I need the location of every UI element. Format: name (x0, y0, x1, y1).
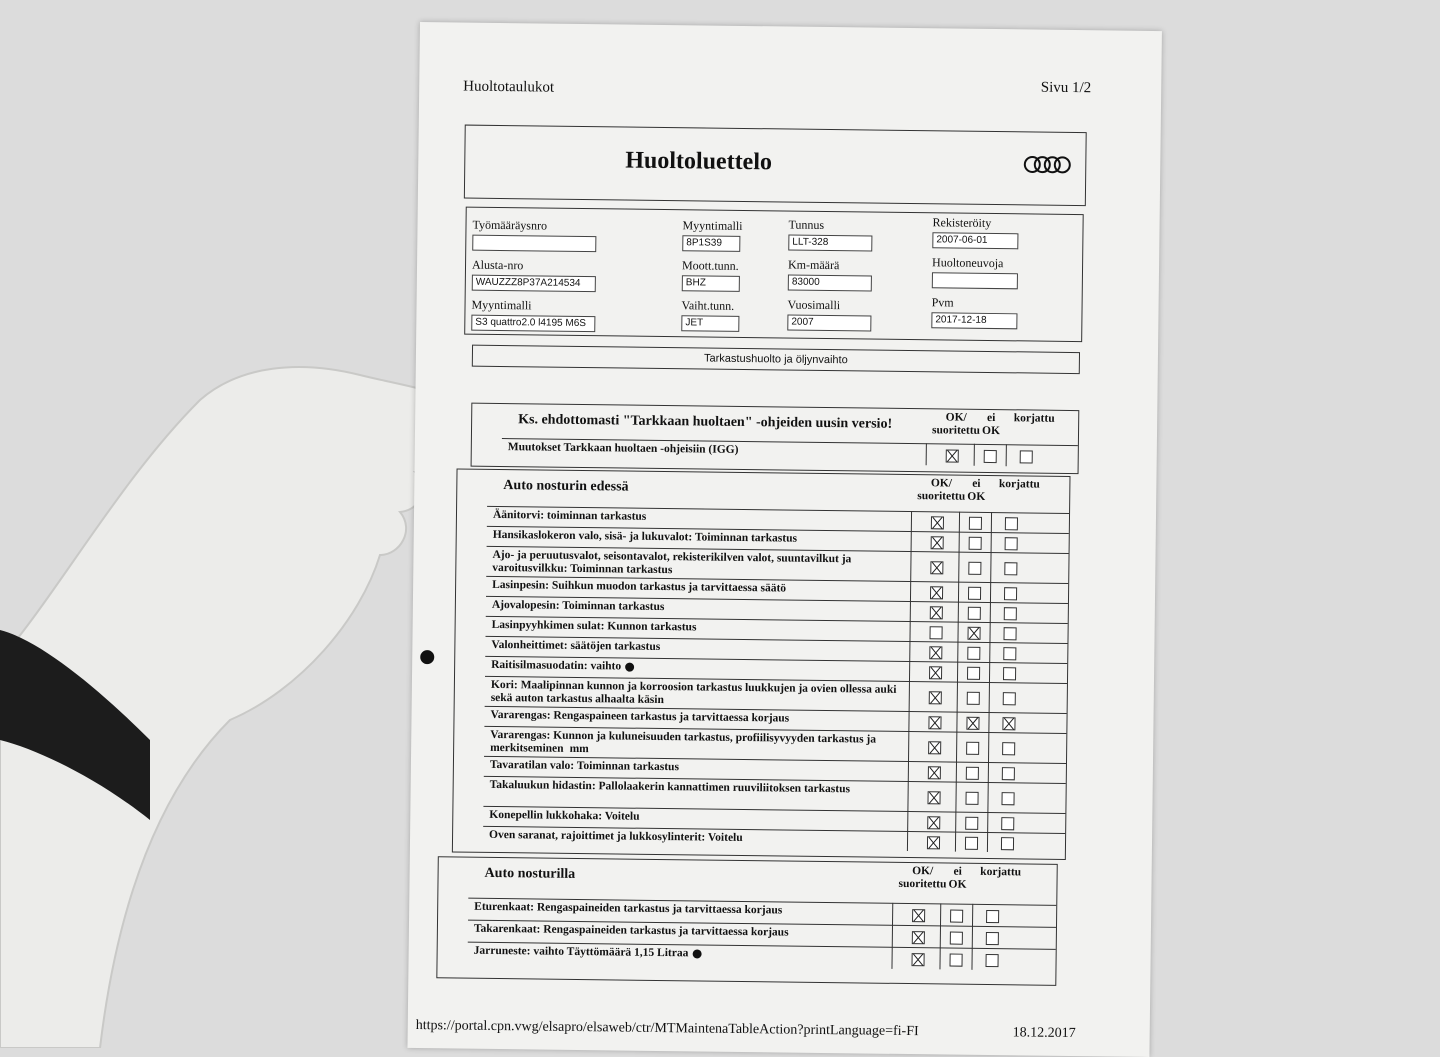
checkbox-eiok[interactable] (965, 836, 978, 849)
checkbox-ok[interactable] (930, 586, 943, 599)
checkbox-korjattu[interactable] (1003, 627, 1016, 640)
checkbox-eiok[interactable] (967, 691, 980, 704)
checkbox-eiok[interactable] (968, 626, 981, 639)
checkbox-korjattu[interactable] (1002, 742, 1015, 755)
checkbox-korjattu[interactable] (1003, 647, 1016, 660)
checkbox-ok[interactable] (928, 741, 941, 754)
checklist-item-text: Vararengas: Kunnon ja kuluneisuuden tarkastus, profiilisyvyyden tarkastus ja merkitseminen (490, 728, 877, 755)
checklist-item-label (490, 779, 900, 797)
checklist-item-label (493, 509, 903, 527)
vehicle-info-box (464, 207, 1084, 343)
checklist-item-label (489, 809, 899, 827)
field-huoltoneuvoja: Huoltoneuvoja (932, 255, 1018, 289)
field-moott: Moott.tunn. BHZ (682, 258, 740, 292)
checklist-item-text: Muutokset Tarkkaan huoltaen -ohjeisiin (IGG) (507, 441, 739, 456)
checklist-item-text: Ajovalopesin: Toiminnan tarkastus (491, 598, 665, 614)
checkbox-ok[interactable] (929, 691, 942, 704)
checklist-item-label (491, 639, 901, 657)
unit-label: mm (569, 742, 589, 756)
service-type: Tarkastushuolto ja öljynvaihto (472, 345, 1080, 374)
column-header-ok: OK/ suoritettu (917, 477, 966, 503)
checklist-item-label (492, 579, 902, 597)
checkbox-ok[interactable] (930, 626, 943, 639)
field-rekisteroity: Rekisteröity 2007-06-01 (932, 215, 1018, 249)
checkbox-korjattu[interactable] (1004, 587, 1017, 600)
checkbox-korjattu[interactable] (1002, 767, 1015, 780)
checkbox-ok[interactable] (927, 791, 940, 804)
checklist-row (502, 438, 1078, 468)
checkbox-ok[interactable] (931, 516, 944, 529)
checklist-item-label (492, 599, 902, 617)
checklist-item-label (508, 441, 918, 459)
checklist-item-label (474, 901, 884, 919)
column-header-ok: OK/ suoritettu (932, 411, 981, 437)
header-left: Huoltotaulukot (463, 78, 555, 96)
checkbox-ok[interactable] (946, 449, 959, 462)
checklist-item-text: Eturenkaat: Rengaspaineiden tarkastus ja tarvittaessa korjaus (474, 900, 783, 917)
checkbox-ok[interactable] (931, 536, 944, 549)
checklist-item-label (490, 729, 900, 760)
field-myyntimalli-name: Myyntimalli S3 quattro2.0 l4195 M6S (471, 298, 595, 333)
checklist-item-text: Oven saranat, rajoittimet ja lukkosylinterit: Voitelu (489, 828, 743, 845)
checklist-item-text: Kori: Maalipinnan kunnon ja korroosion tarkastus luukkujen ja ovien ollessa auki sekä auton tarkastus alhaalta käsin (490, 678, 897, 707)
checklist-item-text: Takarenkaat: Rengaspaineiden tarkastus ja tarvittaessa korjaus (473, 922, 789, 939)
checklist-item-label (490, 709, 900, 727)
checklist-item-text: Ajo- ja peruutusvalot, seisontavalot, rekisterikilven valot, suuntavilkut ja varoitusvilkku: Toiminnan tarkastus (492, 548, 852, 577)
checkbox-eiok[interactable] (965, 816, 978, 829)
checkbox-ok[interactable] (927, 816, 940, 829)
checkbox-eiok[interactable] (984, 449, 997, 462)
checkbox-ok[interactable] (928, 766, 941, 779)
checklist-item-label (491, 659, 901, 677)
checkbox-korjattu[interactable] (1005, 517, 1018, 530)
checkbox-ok[interactable] (912, 931, 925, 944)
field-tyomaaraysnro: Työmääräysnro (472, 218, 596, 253)
checkbox-eiok[interactable] (968, 606, 981, 619)
checkbox-ok[interactable] (929, 646, 942, 659)
checkbox-eiok[interactable] (969, 516, 982, 529)
checklist-item-text: Valonheittimet: säätöjen tarkastus (491, 638, 661, 653)
checkbox-korjattu[interactable] (1001, 792, 1014, 805)
section-2 (452, 468, 1071, 859)
checkbox-eiok[interactable] (967, 646, 980, 659)
checkbox-eiok[interactable] (968, 586, 981, 599)
checkbox-ok[interactable] (912, 953, 925, 966)
checklist-item-label (489, 829, 899, 847)
replacement-dot-icon (692, 949, 701, 958)
column-header-ok: OK/ suoritettu (898, 865, 947, 891)
checklist-item-label (492, 549, 902, 580)
column-header-eiok: ei OK (982, 411, 1001, 438)
checkbox-korjattu[interactable] (1003, 667, 1016, 680)
checkbox-eiok[interactable] (966, 741, 979, 754)
section-title: Auto nosturilla (484, 865, 576, 882)
checklist-item-text: Äänitorvi: toiminnan tarkastus (492, 508, 647, 523)
page-number: Sivu 1/2 (1040, 79, 1092, 97)
checkbox-korjattu[interactable] (1001, 837, 1014, 850)
checkbox-eiok[interactable] (950, 909, 963, 922)
checklist-item-text: Vararengas: Rengaspaineen tarkastus ja tarvittaessa korjaus (490, 708, 790, 725)
checkbox-eiok[interactable] (968, 561, 981, 574)
checkbox-eiok[interactable] (969, 536, 982, 549)
checklist-item-text: Raitisilmasuodatin: vaihto (491, 658, 622, 673)
checkbox-eiok[interactable] (967, 666, 980, 679)
checkbox-korjattu[interactable] (1001, 817, 1014, 830)
checklist-item-text: Lasinpyyhkimen sulat: Kunnon tarkastus (491, 618, 697, 634)
checkbox-ok[interactable] (929, 666, 942, 679)
checkbox-korjattu[interactable] (1020, 450, 1033, 463)
checklist-item-label (491, 679, 901, 710)
hand-image (0, 360, 470, 1048)
checkbox-eiok[interactable] (950, 953, 963, 966)
service-checklist-paper (407, 22, 1161, 1057)
checklist-item-label (474, 945, 884, 963)
checkbox-korjattu[interactable] (1005, 537, 1018, 550)
checklist-item-text: Jarruneste: vaihto Täyttömäärä 1,15 Litraa (473, 944, 689, 960)
checklist-item-text: Takaluukun hidastin: Pallolaakerin kannattimen ruuviliitoksen tarkastus (489, 778, 851, 796)
checkbox-ok[interactable] (928, 716, 941, 729)
checkbox-korjattu[interactable] (986, 931, 999, 944)
section-1 (471, 403, 1080, 474)
checklist-item-text: Tavaratilan valo: Toiminnan tarkastus (489, 758, 680, 774)
checklist-item-text: Hansikaslokeron valo, sisä- ja lukuvalot: Toiminnan tarkastus (492, 528, 798, 545)
audi-rings-icon (1023, 154, 1071, 175)
column-header-eiok: ei OK (948, 865, 967, 891)
field-alusta: Alusta-nro WAUZZZ8P37A214534 (472, 258, 596, 293)
checkbox-korjattu[interactable] (1004, 607, 1017, 620)
column-header-korjattu: korjattu (1013, 412, 1055, 425)
punch-hole (420, 650, 434, 664)
checkbox-ok[interactable] (930, 561, 943, 574)
checkbox-eiok[interactable] (950, 931, 963, 944)
checklist-item-label (492, 619, 902, 637)
field-myyntimalli-code: Myyntimalli 8P1S39 (682, 218, 740, 252)
checkbox-eiok[interactable] (965, 791, 978, 804)
column-header-eiok: ei OK (967, 477, 986, 503)
field-km: Km-määrä 83000 (788, 258, 872, 292)
column-header-korjattu: korjattu (980, 865, 1022, 879)
checklist-item-text: Lasinpesin: Suihkun muodon tarkastus ja tarvittaessa säätö (492, 578, 787, 595)
checkbox-korjattu[interactable] (1003, 692, 1016, 705)
checkbox-korjattu[interactable] (1004, 562, 1017, 575)
page-title: Huoltoluettelo (625, 147, 773, 176)
checkbox-ok[interactable] (930, 606, 943, 619)
field-vaiht: Vaiht.tunn. JET (681, 298, 739, 332)
checkbox-ok[interactable] (912, 909, 925, 922)
section-title: Ks. ehdottomasti "Tarkkaan huoltaen" -ohjeiden uusin versio! (518, 412, 893, 432)
replacement-dot-icon (625, 662, 634, 671)
footer-date: 18.12.2017 (1012, 1025, 1076, 1042)
title-box (464, 125, 1087, 207)
section-title: Auto nosturin edessä (503, 478, 629, 495)
checkbox-korjattu[interactable] (986, 953, 999, 966)
checklist-item-text: Konepellin lukkohaka: Voitelu (489, 808, 640, 823)
checkbox-eiok[interactable] (966, 766, 979, 779)
field-pvm: Pvm 2017-12-18 (931, 295, 1017, 329)
checklist-item-label (490, 759, 900, 777)
field-tunnus: Tunnus LLT-328 (788, 218, 872, 252)
footer-url: https://portal.cpn.vwg/elsapro/elsaweb/ctr/MTMaintenaTableAction?printLanguage=fi-FI (415, 1018, 919, 1040)
section-3 (436, 856, 1057, 986)
checkbox-ok[interactable] (927, 836, 940, 849)
checkbox-korjattu[interactable] (1002, 717, 1015, 730)
field-vuosimalli: Vuosimalli 2007 (787, 298, 871, 332)
checklist-item-label (474, 923, 884, 941)
column-header-korjattu: korjattu (998, 478, 1040, 491)
checkbox-eiok[interactable] (966, 716, 979, 729)
checkbox-korjattu[interactable] (986, 909, 999, 922)
checklist-item-label (493, 529, 903, 547)
